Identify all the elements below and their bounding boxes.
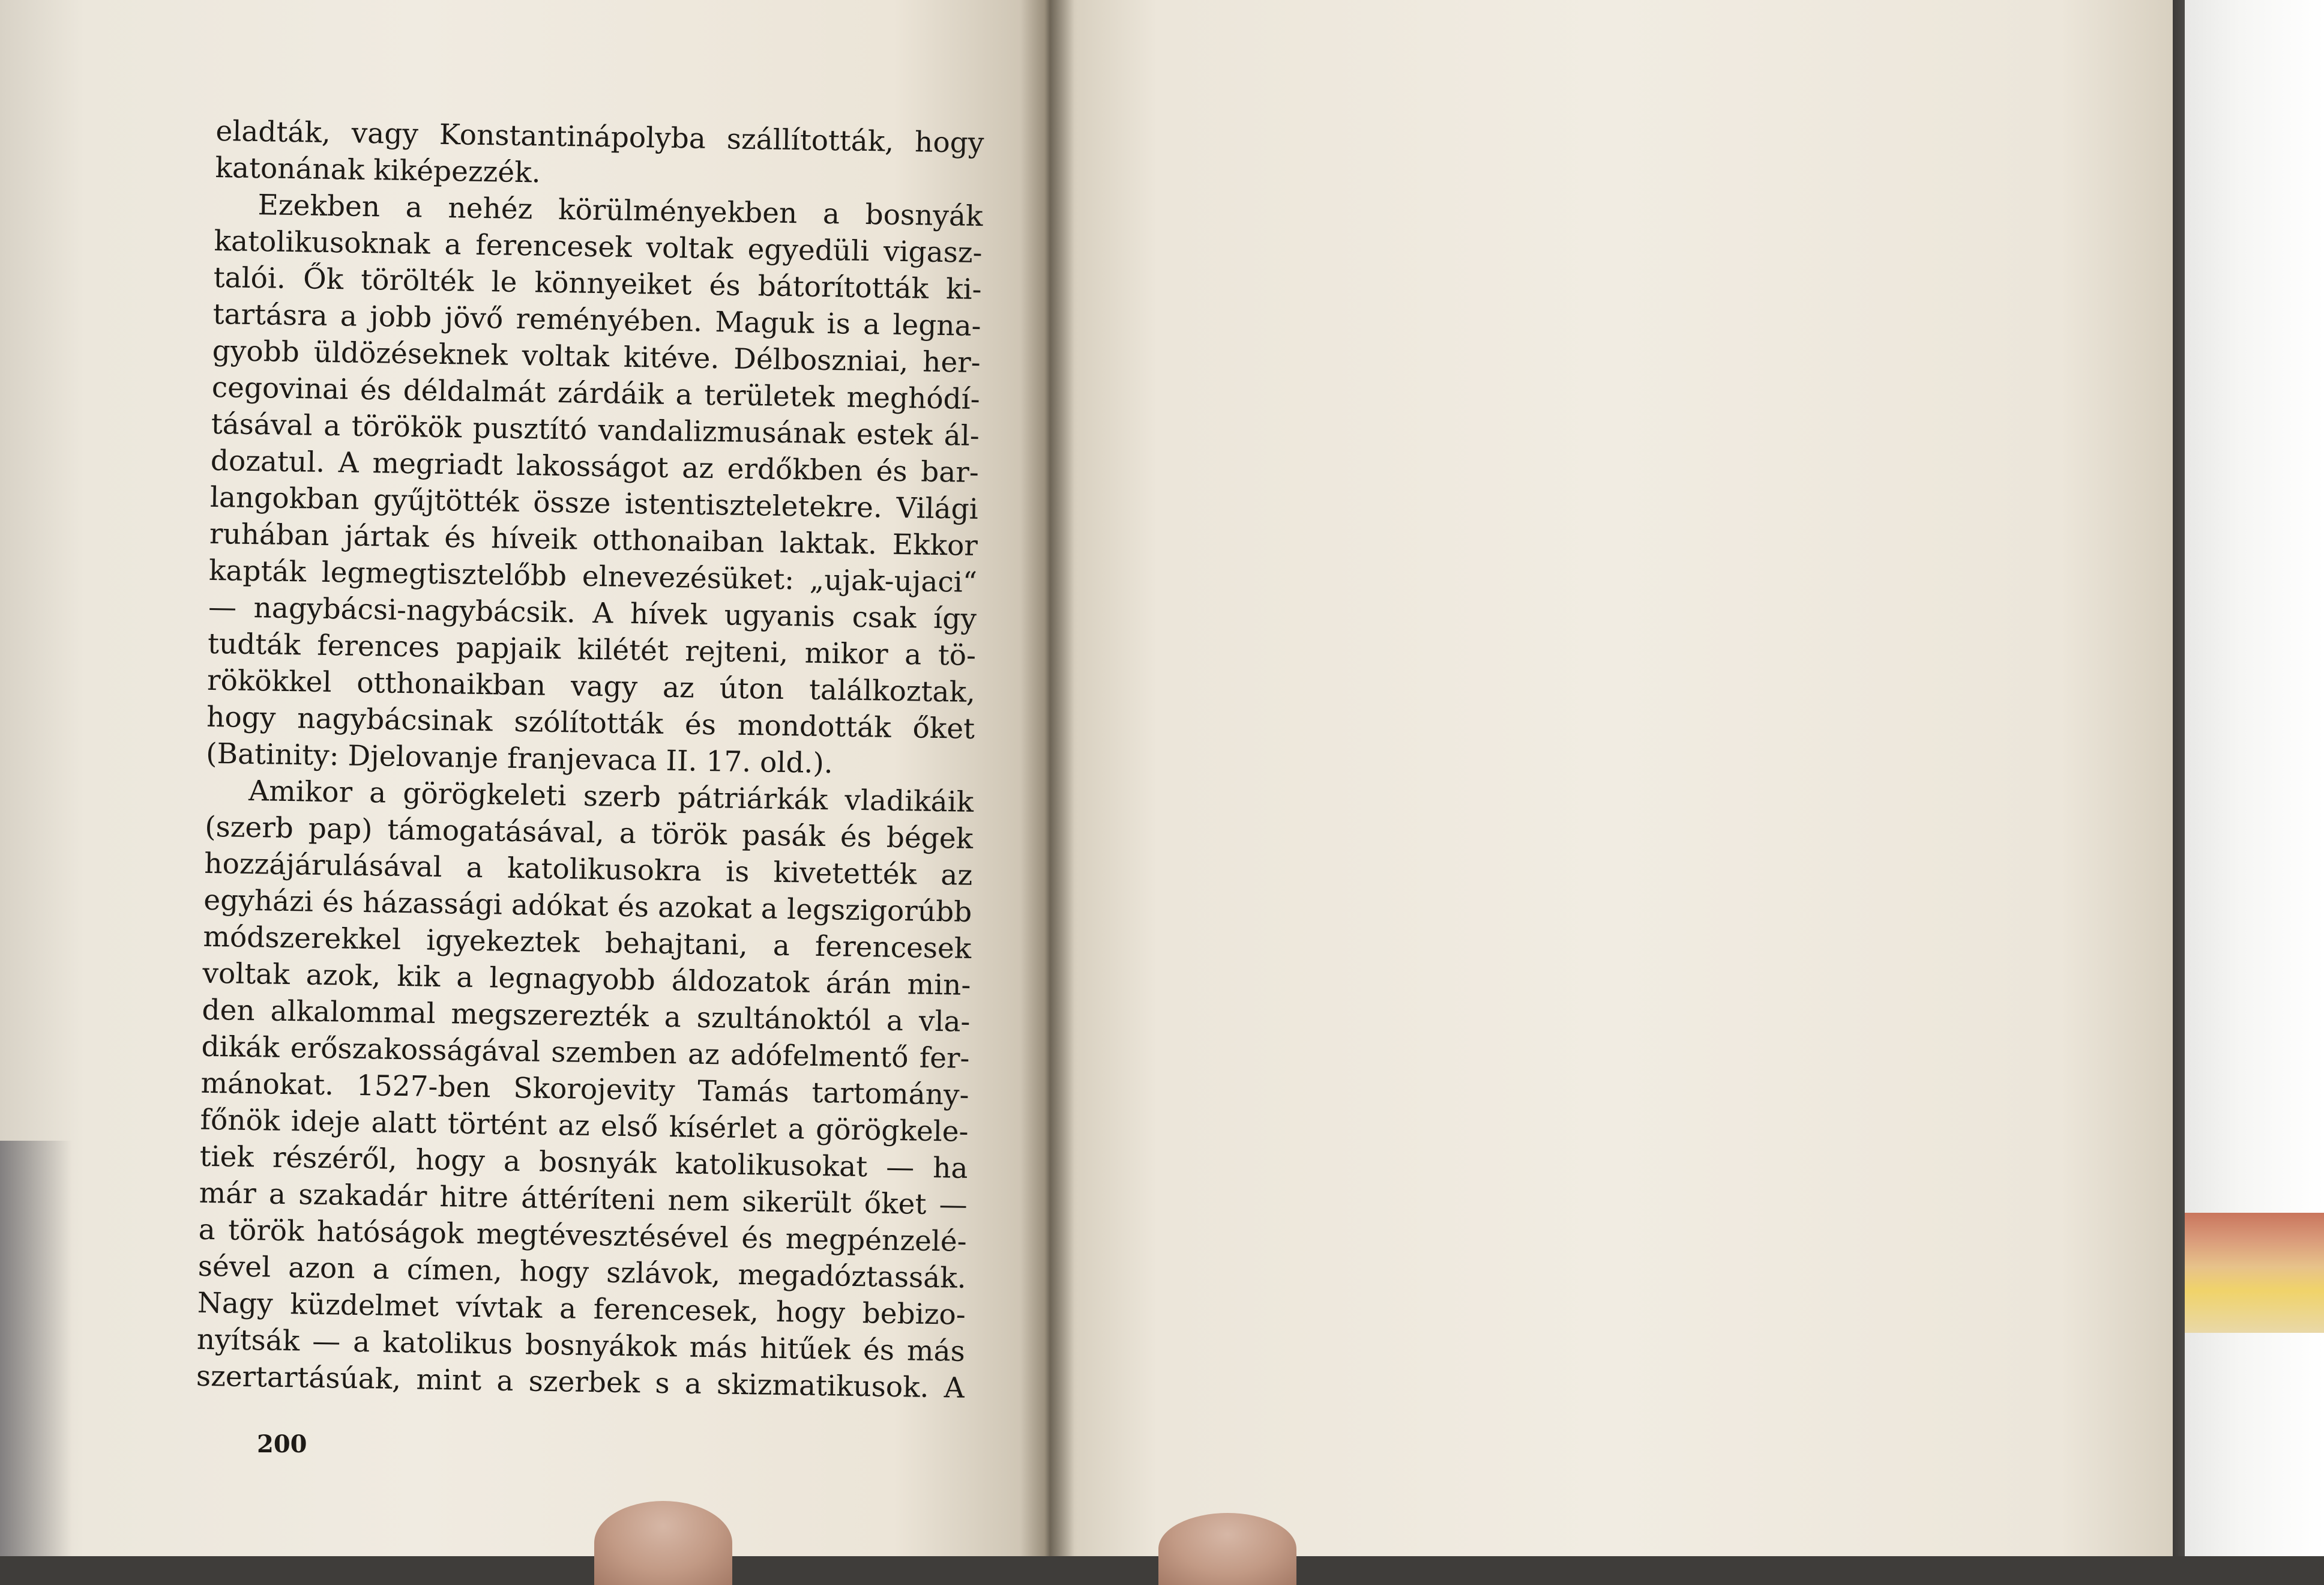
text-line: szertartásúak, mint a szerbek s a skizmatikusok. A: [196, 1359, 965, 1405]
text-line: a török hatóságok megtévesztésével és megpénzelé-: [198, 1213, 968, 1258]
text-line: egyházi és házassági adókat és azokat a legszigorúbb: [203, 883, 972, 929]
text-line: — nagybácsi-nagybácsik. A hívek ugyanis csak így: [208, 590, 977, 636]
text-line: tartásra a jobb jövő reményében. Maguk is a legna-: [212, 297, 982, 343]
text-line: tásával a törökök pusztító vandalizmusának estek ál-: [211, 407, 980, 453]
text-line: gyobb üldözéseknek voltak kitéve. Délboszniai, her-: [212, 334, 981, 380]
text-line: módszerekkel igyekeztek behajtani, a ferencesek: [203, 920, 972, 965]
text-line: eladták, vagy Konstantinápolyba szállították, hogy: [215, 114, 984, 160]
left-page-text: [196, 113, 984, 1407]
text-line: sével azon a címen, hogy szlávok, megadóztassák.: [197, 1249, 967, 1295]
text-line: Amikor a görögkeleti szerb pátriárkák vladikáik: [248, 774, 974, 819]
text-line: cegovinai és déldalmát zárdáik a területek meghódí-: [211, 370, 981, 417]
text-line: voltak azok, kik a legnagyobb áldozatok árán min-: [202, 956, 971, 1002]
left-thumb: [594, 1501, 732, 1585]
text-line: Ezekben a nehéz körülményekben a bosnyák: [257, 189, 983, 234]
text-line: (szerb pap) támogatásával, a török pasák és bégek: [204, 810, 974, 856]
left-edge-shadow: [0, 1141, 72, 1556]
text-line: hogy nagybácsinak szólították és mondották őket: [206, 700, 975, 746]
text-line: mánokat. 1527-ben Skorojevity Tamás tartomány-: [200, 1066, 969, 1112]
text-line: tudták ferences papjaik kilétét rejteni, mikor a tö-: [207, 627, 977, 672]
page-number: 200: [257, 1430, 307, 1458]
text-line: tiek részéről, hogy a bosnyák katolikusokat — ha: [199, 1140, 968, 1185]
text-line: nyítsák — a katolikus bosnyákok más hitűek és más: [196, 1323, 966, 1368]
text-line: dozatul. A megriadt lakosságot az erdőkben és bar-: [210, 444, 980, 490]
background-colored-stripes: [2185, 1213, 2324, 1333]
text-line: (Batinity: Djelovanje franjevaca II. 17. old.).: [205, 737, 834, 780]
right-page: [1044, 0, 2173, 1556]
text-line: Nagy küzdelmet vívtak a ferencesek, hogy bebizo-: [197, 1286, 966, 1332]
text-line: ruhában jártak és híveik otthonaiban laktak. Ekkor: [209, 517, 978, 563]
left-page: [0, 0, 1052, 1556]
text-line: dikák erőszakosságával szemben az adófelmentő fer-: [201, 1030, 970, 1075]
right-thumb: [1158, 1513, 1296, 1585]
text-line: katolikusoknak a ferencesek voltak egyedüli vigasz-: [214, 224, 983, 270]
text-line: már a szakadár hitre áttéríteni nem sikerült őket —: [199, 1176, 968, 1222]
text-line: rökökkel otthonaikban vagy az úton találkoztak,: [206, 663, 976, 709]
text-line: katonának kiképezzék.: [215, 151, 541, 190]
text-line: főnök ideje alatt történt az első kísérlet a görögkele-: [200, 1103, 969, 1149]
text-line: kapták legmegtisztelőbb elnevezésüket: „ujak-ujaci“: [208, 554, 978, 600]
book-gutter: [1020, 0, 1074, 1556]
text-line: den alkalommal megszerezték a szultánoktól a vla-: [202, 993, 971, 1039]
text-line: langokban gyűjtötték össze istentiszteletekre. Világi: [209, 480, 979, 527]
text-line: hozzájárulásával a katolikusokra is kivetették az: [203, 847, 973, 892]
text-line: talói. Ők törölték le könnyeiket és bátorították ki-: [213, 261, 982, 307]
